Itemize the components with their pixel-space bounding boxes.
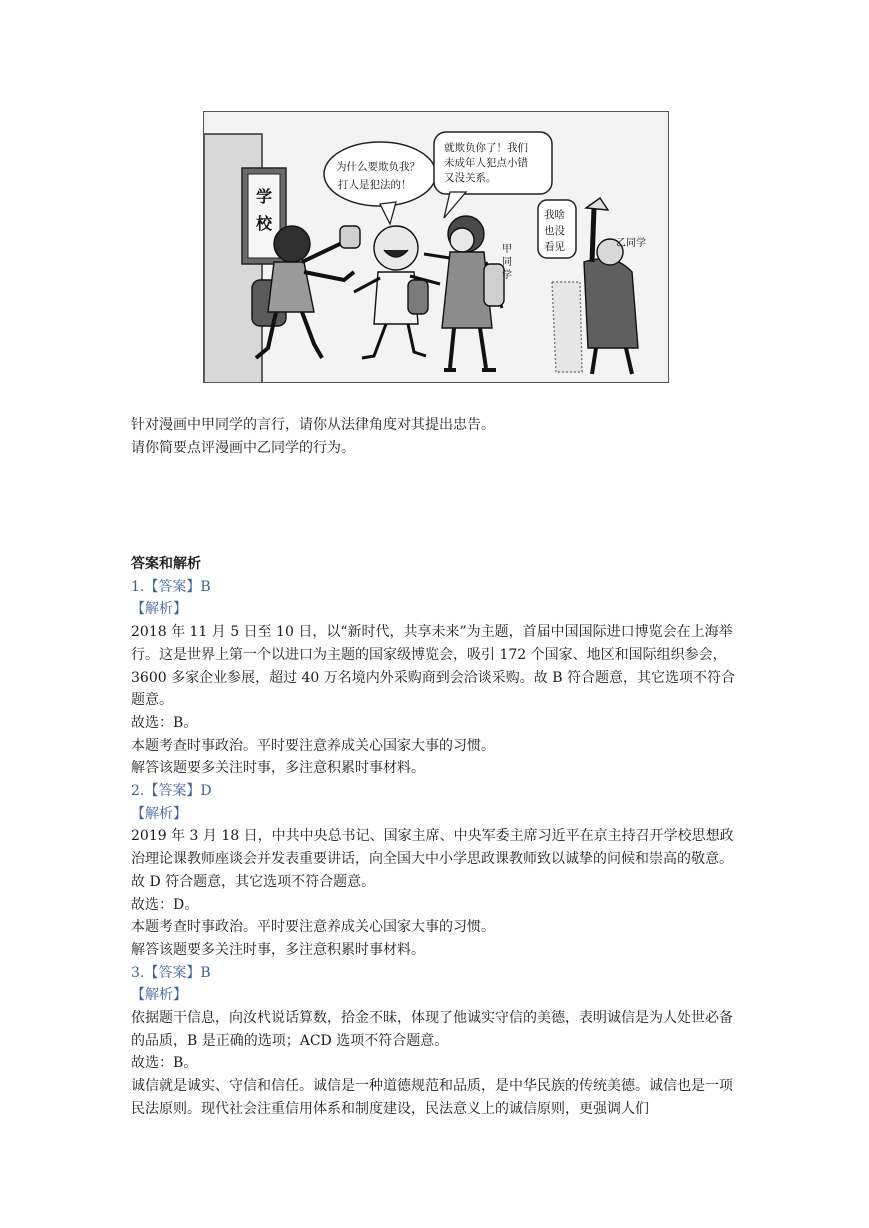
analysis-2-para-4: 解答该题要多关注时事，多注意积累时事材料。 <box>131 941 425 958</box>
analysis-3-para-2: 故选：B。 <box>131 1055 198 1072</box>
analysis-label-1: 【解析】 <box>131 601 187 618</box>
analysis-1-para-4: 解答该题要多关注时事，多注意积累时事材料。 <box>131 760 425 777</box>
question-1: 针对漫画中甲同学的言行，请你从法律角度对其提出忠告。 <box>131 417 495 433</box>
answer-2: 2.【答案】D <box>131 783 212 800</box>
jia-label-1: 甲 <box>502 244 512 255</box>
jia-line-1: 就欺负你了！我们 <box>444 142 528 154</box>
jia-label-2: 同 <box>502 257 512 268</box>
jia-label-3: 学 <box>502 270 512 281</box>
jia-line-3: 又没关系。 <box>444 172 497 184</box>
sign-char-2: 校 <box>256 214 273 233</box>
answers-heading: 答案和解析 <box>131 556 201 572</box>
victim-line-2: 打人是犯法的！ <box>338 179 412 191</box>
analysis-label-2: 【解析】 <box>131 805 187 822</box>
answers-section <box>131 553 741 1121</box>
speech-bubble-yi <box>538 200 576 258</box>
yi-line-3: 看见 <box>544 241 565 253</box>
analysis-3-para-3: 诚信就是诚实、守信和信任。诚信是一种道德规范和品质，是中华民族的传统美德。诚信也是一项民法原则。现代社会注重信用体系和制度建设，民法意义上的诚信原则，更强调人们 <box>131 1078 733 1117</box>
analysis-1-para-1: 2018 年 11 月 5 日至 10 日，以“新时代，共享未来”为主题，首届中国国际进口博览会在上海举行。这是世界上第一个以进口为主题的国家级博览会，吸引 172 个国家、地区和国际组织参会，3600 多家企业参展，超过 40 万名境内外采购商到会洽谈采购。故 B 符合题意，其它选项不符合题意。 <box>131 624 735 709</box>
analysis-2-para-1: 2019 年 3 月 18 日，中共中央总书记、国家主席、中央军委主席习近平在京主持召开学校思想政治理论课教师座谈会并发表重要讲话，向全国大中小学思政课教师致以诚挚的问候和崇高的敬意。故 D 符合题意，其它选项不符合题意。 <box>131 828 734 890</box>
analysis-2-para-3: 本题考查时事政治。平时要注意养成关心国家大事的习惯。 <box>131 919 495 936</box>
yi-line-1: 我啥 <box>544 209 565 221</box>
cartoon-illustration <box>203 111 669 383</box>
question-2: 请你简要点评漫画中乙同学的行为。 <box>131 440 355 456</box>
answer-3: 3.【答案】B <box>131 964 211 981</box>
yi-label: 乙同学 <box>616 238 646 249</box>
answer-1: 1.【答案】B <box>131 578 211 595</box>
sign-char-1: 学 <box>256 187 273 206</box>
jia-line-2: 未成年人犯点小错 <box>444 157 528 169</box>
analysis-label-3: 【解析】 <box>131 987 187 1004</box>
yi-line-2: 也没 <box>544 225 565 237</box>
analysis-3-para-1: 依据题干信息，向汝杙说话算数，拾金不昧，体现了他诚实守信的美德，表明诚信是为人处世必备的品质，B 是正确的选项；ACD 选项不符合题意。 <box>131 1010 733 1049</box>
victim-line-1: 为什么要欺负我？ <box>336 161 420 173</box>
analysis-1-para-2: 故选：B。 <box>131 714 198 731</box>
analysis-1-para-3: 本题考查时事政治。平时要注意养成关心国家大事的习惯。 <box>131 737 495 754</box>
analysis-2-para-2: 故选：D。 <box>131 896 199 913</box>
